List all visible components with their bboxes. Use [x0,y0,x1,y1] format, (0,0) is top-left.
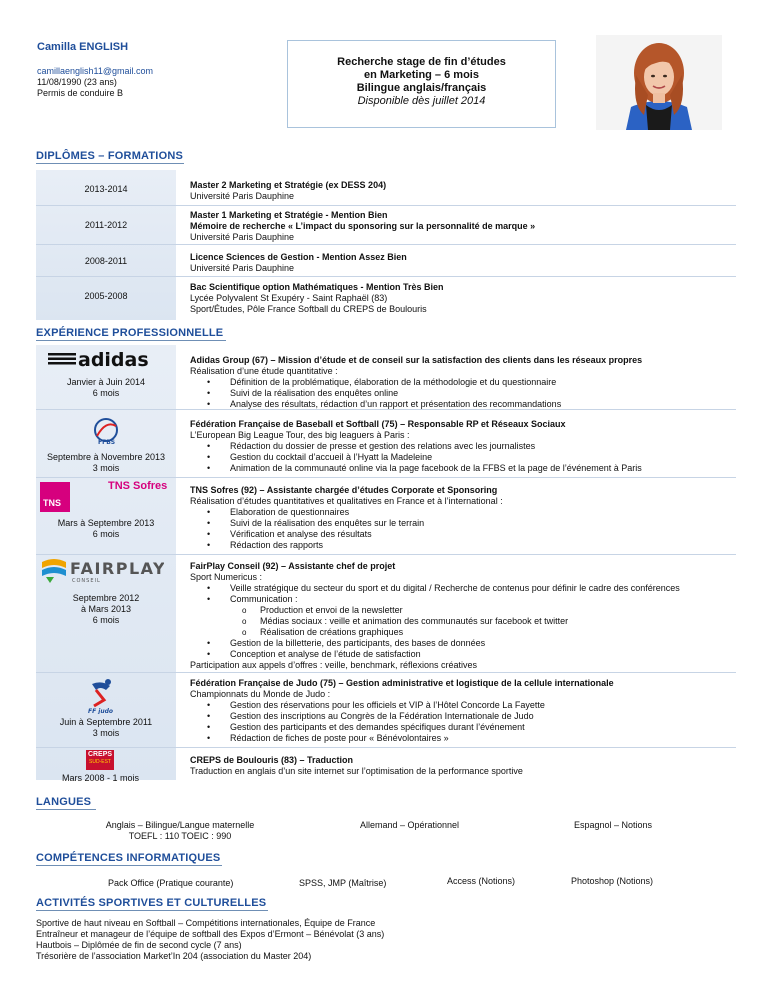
experience-intro: Réalisation d’études quantitatives et qualitatives en France et à l’international : [190,496,503,506]
objective-availability: Disponible dès juillet 2014 [357,95,486,107]
experience-intro: Championnats du Monde de Judo : [190,689,331,699]
experience-intro: L’European Big League Tour, des big leaguers à Paris : [190,430,410,440]
diploma-date: 2013-2014 [84,184,128,194]
diploma-school: Sport/Études, Pôle France Softball du CREPS de Boulouris [190,304,427,314]
fairplay-wordmark: FAIRPLAY [70,559,164,578]
diploma-school: Université Paris Dauphine [190,191,295,201]
adidas-logo [36,350,176,371]
activity-item: Entraîneur et manageur de l’équipe de softball des Expos d’Ermont – Bénévolat (3 ans) [36,929,385,939]
experience-date-line: à Mars 2013 [80,604,132,614]
it-skill: SPSS, JMP (Maîtrise) [299,878,387,888]
section-title-diplomas: DIPLÔMES – FORMATIONS [36,150,184,162]
experience-bullet: • Rédaction de fiches de poste pour « Bénévolontaires » [190,733,738,744]
experience-entry [190,678,738,744]
experience-duration: 6 mois [92,615,120,625]
tns-logo-block [40,482,70,512]
experience-bullet: • Communication : [190,594,738,605]
objective-line2: en Marketing – 6 mois [364,69,479,81]
diploma-entry [190,252,738,274]
experience-entry [190,561,738,671]
experience-bullet: • Suivi de la réalisation des enquêtes online [190,388,738,399]
diploma-entry [190,180,738,202]
experience-title: FairPlay Conseil (92) – Assistante chef de projet [190,561,396,571]
experience-date [36,593,176,626]
diploma-entry [190,282,738,315]
it-skill: Pack Office (Pratique courante) [108,878,234,888]
experience-duration: 6 mois [92,388,120,398]
experience-outro: Participation aux appels d’offres : veille, benchmark, réflexions créatives [190,660,477,670]
experience-intro: Sport Numericus : [190,572,263,582]
experience-bullet: • Animation de la communauté online via la page facebook de la FFBS et la page de l’événement à Paris [190,463,738,474]
experience-duration: 3 mois [92,463,120,473]
language-english-scores: TOEFL : 110 TOEIC : 990 [128,831,232,841]
experience-bullet: • Gestion du cocktail d’accueil à l’Hyatt la Madeleine [190,452,738,463]
experience-date [36,452,176,474]
fairplay-logo [40,556,164,587]
experience-duration: 3 mois [92,728,120,738]
experience-bullet: • Vérification et analyse des résultats [190,529,738,540]
experience-bullet: • Gestion de la billetterie, des participants, des bases de données [190,638,738,649]
experience-date-line: Septembre à Novembre 2013 [46,452,166,462]
objective-line3: Bilingue anglais/français [356,82,487,94]
ffbs-wordmark: FFBS [98,439,116,446]
experience-date-line: Mars à Septembre 2013 [57,518,155,528]
objective-box [287,40,556,128]
section-divider [36,910,268,911]
experience-bullet: • Gestion des participants et des demandes spécifiques durant l’événement [190,722,738,733]
language-spanish: Espagnol – Notions [574,820,653,830]
experience-bullet: • Gestion des inscriptions au Congrès de la Fédération Internationale de Judo [190,711,738,722]
experience-title: TNS Sofres (92) – Assistante chargée d’études Corporate et Sponsoring [190,485,498,495]
email[interactable]: camillaenglish11@gmail.com [37,66,154,76]
experience-duration: 6 mois [92,529,120,539]
profile-photo [596,35,722,130]
experience-date: Mars 2008 - 1 mois [62,773,140,783]
diploma-entry [190,210,738,243]
driving-license: Permis de conduire B [37,88,124,98]
fairplay-sub: CONSEIL [72,578,101,584]
experience-title: Fédération Française de Judo (75) – Gestion administrative et logistique de la cellule internationale [190,678,614,688]
creps-logo [86,750,114,770]
diploma-school: Université Paris Dauphine [190,232,295,242]
diploma-school: Université Paris Dauphine [190,263,295,273]
ffjudo-logo [86,678,116,717]
experience-entry [190,755,738,777]
ffjudo-wordmark: FF judo [88,708,114,714]
section-divider [36,865,222,866]
experience-subbullet: o Réalisation de créations graphiques [190,627,738,638]
diploma-title: Bac Scientifique option Mathématiques - Mention Très Bien [190,282,444,292]
tns-logo-text: TNS [43,498,61,508]
diploma-title: Licence Sciences de Gestion - Mention Assez Bien [190,252,407,262]
experience-date-line: Janvier à Juin 2014 [66,377,146,387]
diploma-date: 2005-2008 [84,291,128,301]
section-divider [36,809,96,810]
section-title-activities: ACTIVITÉS SPORTIVES ET CULTURELLES [36,897,267,909]
it-skill: Access (Notions) [447,876,516,886]
creps-logo-sub: SUD-EST [89,759,111,765]
experience-date-line: Septembre 2012 [72,593,140,603]
experience-bullet: • Conception et analyse de l’étude de satisfaction [190,649,738,660]
objective-line1: Recherche stage de fin d’études [337,56,506,68]
it-skill: Photoshop (Notions) [571,876,654,886]
experience-date [36,377,176,399]
diploma-thesis: Mémoire de recherche « L’impact du sponsoring sur la personnalité de marque » [190,221,536,231]
section-title-it-skills: COMPÉTENCES INFORMATIQUES [36,852,221,864]
experience-bullet: • Définition de la problématique, élaboration de la méthodologie et du questionnaire [190,377,738,388]
diploma-school-line: Lycée Polyvalent St Exupéry - Saint Raphaël (83) [190,293,388,303]
diploma-date: 2008-2011 [84,256,128,266]
birth-date: 11/08/1990 (23 ans) [37,77,117,87]
contact-info [37,66,153,99]
diploma-title: Master 1 Marketing et Stratégie - Mention Bien [190,210,388,220]
language-english [80,820,280,842]
section-divider [36,163,184,164]
experience-title: Adidas Group (67) – Mission d’étude et de conseil sur la satisfaction des clients dans les réseaux propres [190,355,643,365]
experience-subbullet: o Médias sociaux : veille et animation des communautés sur facebook et twitter [190,616,738,627]
language-german: Allemand – Opérationnel [360,820,460,830]
experience-bullet: • Suivi de la réalisation des enquêtes sur le terrain [190,518,738,529]
experience-title: CREPS de Boulouris (83) – Traduction [190,755,354,765]
experience-intro: Réalisation d’une étude quantitative : [190,366,338,376]
experience-title: Fédération Française de Baseball et Softball (75) – Responsable RP et Réseaux Sociaux [190,419,566,429]
experience-entry [190,485,738,551]
experience-bullet: • Rédaction des rapports [190,540,738,551]
experience-bullet: • Veille stratégique du secteur du sport et du digital / Recherche de contenus pour définir le cadre des conférences [190,583,738,594]
activity-item: Hautbois – Diplômée de fin de second cycle (7 ans) [36,940,242,950]
experience-date-line: Juin à Septembre 2011 [59,717,153,727]
diploma-date: 2011-2012 [84,220,128,230]
candidate-name: Camilla ENGLISH [37,41,129,53]
experience-entry [190,419,738,474]
experience-subbullet: o Production et envoi de la newsletter [190,605,738,616]
experience-bullet: • Analyse des résultats, rédaction d’un rapport et présentation des recommandations [190,399,738,410]
ffbs-logo [36,416,176,449]
experience-date [36,717,176,739]
experience-bullet: • Gestion des réservations pour les officiels et VIP à l’Hôtel Concorde La Fayette [190,700,738,711]
experience-intro: Traduction en anglais d’un site internet sur l’optimisation de la performance sportive [190,766,523,776]
tns-sofres-logo: TNS Sofres [108,480,168,492]
adidas-wordmark: adidas [78,350,149,368]
section-title-experience: EXPÉRIENCE PROFESSIONNELLE [36,327,224,339]
experience-bullet: • Rédaction du dossier de presse et gestion des relations avec les journalistes [190,441,738,452]
activities-list [36,918,384,962]
activity-item: Sportive de haut niveau en Softball – Compétitions internationales, Équipe de France [36,918,376,928]
section-title-languages: LANGUES [36,796,92,808]
experience-bullet: • Elaboration de questionnaires [190,507,738,518]
diploma-title: Master 2 Marketing et Stratégie (ex DESS 204) [190,180,387,190]
language-english-level: Anglais – Bilingue/Langue maternelle [105,820,255,830]
experience-date [36,518,176,540]
section-divider [36,340,226,341]
experience-entry [190,355,738,410]
activity-item: Trésorière de l’association Market’In 204 (association du Master 204) [36,951,312,961]
creps-logo-text: CREPS [87,751,113,758]
